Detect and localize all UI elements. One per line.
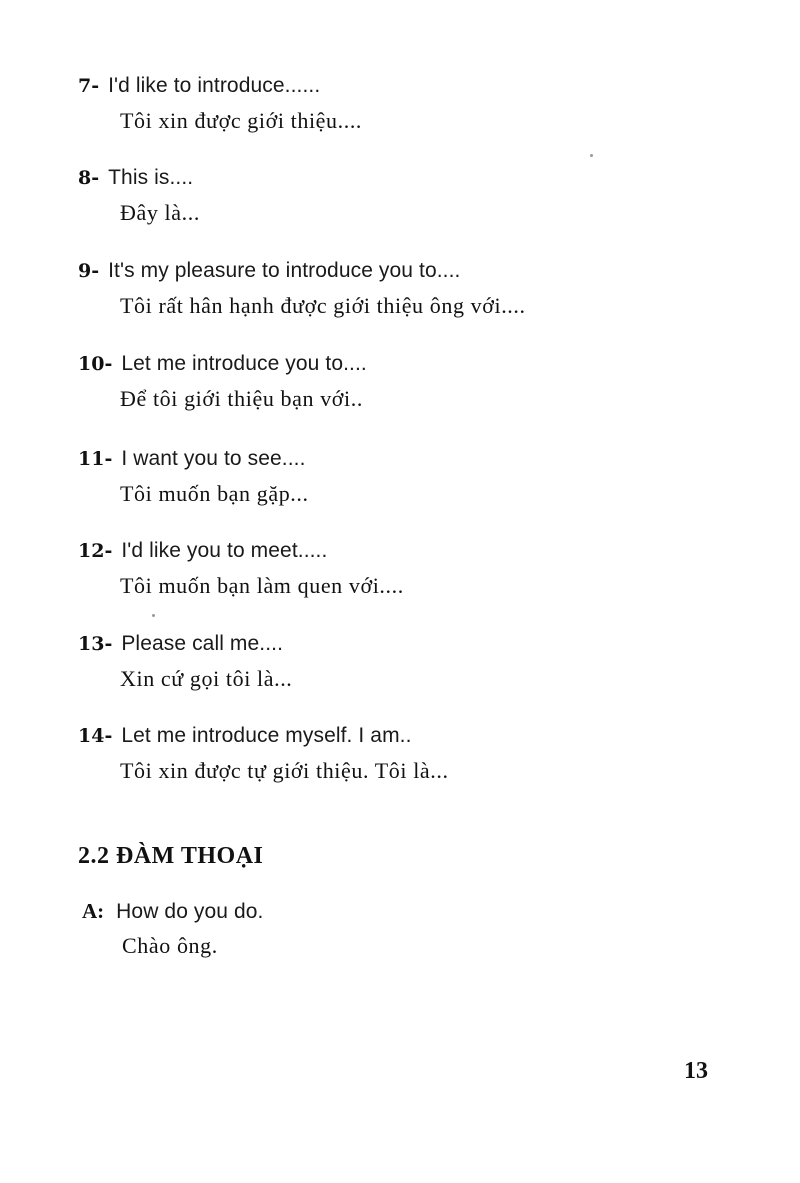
english-phrase: I want you to see.... <box>121 447 306 470</box>
english-phrase: I'd like to introduce...... <box>108 74 321 97</box>
phrase-item-7 <box>78 74 758 134</box>
phrase-item-11 <box>78 447 758 507</box>
phrase-number: 8- <box>78 167 100 189</box>
phrase-item-12 <box>78 539 758 599</box>
vietnamese-translation: Xin cứ gọi tôi là... <box>120 666 293 691</box>
print-speck <box>152 614 155 617</box>
vietnamese-translation: Tôi muốn bạn gặp... <box>120 481 309 506</box>
speaker-label: A: <box>82 899 105 923</box>
english-phrase: It's my pleasure to introduce you to.... <box>108 259 461 282</box>
phrase-number: 11- <box>78 448 113 470</box>
english-phrase: This is.... <box>108 166 194 189</box>
phrase-item-14 <box>78 724 758 784</box>
vietnamese-translation: Tôi rất hân hạnh được giới thiệu ông với.... <box>120 293 526 318</box>
page-number: 13 <box>684 1058 708 1084</box>
section-heading: 2.2 ĐÀM THOẠI <box>78 843 264 869</box>
vietnamese-translation: Đây là... <box>120 200 200 225</box>
phrase-item-13 <box>78 632 758 692</box>
vietnamese-translation: Tôi xin được giới thiệu.... <box>120 108 363 133</box>
phrase-number: 9- <box>78 260 100 282</box>
english-phrase: I'd like you to meet..... <box>121 539 328 562</box>
phrase-number: 12- <box>78 540 113 562</box>
phrase-number: 13- <box>78 633 113 655</box>
vietnamese-line: Chào ông. <box>122 933 218 958</box>
vietnamese-translation: Tôi xin được tự giới thiệu. Tôi là... <box>120 758 449 783</box>
english-phrase: Let me introduce you to.... <box>121 352 367 375</box>
vietnamese-translation: Để tôi giới thiệu bạn với.. <box>120 386 363 411</box>
print-speck <box>590 154 593 157</box>
dialogue-line-a <box>82 899 762 959</box>
phrase-item-10 <box>78 352 758 412</box>
english-phrase: Let me introduce myself. I am.. <box>121 724 412 747</box>
phrase-number: 14- <box>78 725 113 747</box>
phrase-number: 10- <box>78 353 113 375</box>
english-line: How do you do. <box>116 900 264 923</box>
vietnamese-translation: Tôi muốn bạn làm quen với.... <box>120 573 404 598</box>
phrase-item-8 <box>78 166 758 226</box>
phrase-item-9 <box>78 259 758 319</box>
phrase-number: 7- <box>78 75 100 97</box>
english-phrase: Please call me.... <box>121 632 284 655</box>
